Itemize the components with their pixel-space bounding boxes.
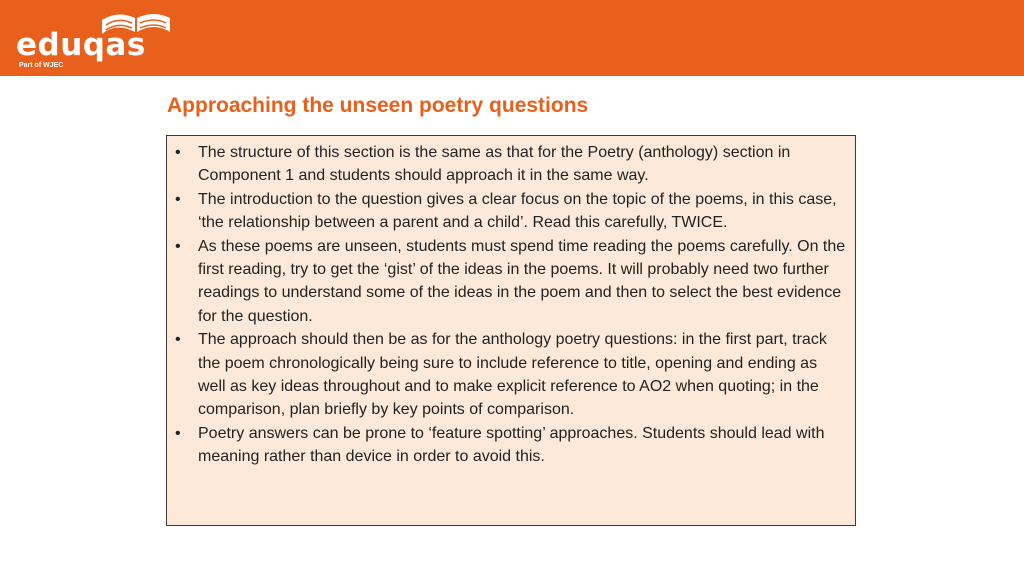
eduqas-logo[interactable] xyxy=(16,10,161,68)
bullet-icon: • xyxy=(175,144,181,161)
bullet-item xyxy=(173,141,849,188)
bullet-item xyxy=(173,235,849,329)
logo-wordmark: eduqas xyxy=(16,27,146,63)
bullet-item xyxy=(173,188,849,235)
content-box xyxy=(166,135,856,526)
bullet-text: As these poems are unseen, students must spend time reading the poems carefully. On the first reading, try to get the ‘gist’ of the ideas in the poems. It will probably need two further readings to understand some of the ideas in the poem and then to select the best evidence for the question. xyxy=(198,237,846,325)
bullet-text: Poetry answers can be prone to ‘feature spotting’ approaches. Students should lead with meaning rather than device in order to avoid this. xyxy=(198,424,825,466)
bullet-icon: • xyxy=(175,237,181,255)
bullet-icon: • xyxy=(175,190,181,208)
bullet-text: The introduction to the question gives a clear focus on the topic of the poems, in this case, ‘the relationship between a parent and a child’. Read this carefully, TWICE. xyxy=(198,190,837,232)
logo-tagline: Part of WJEC xyxy=(19,62,64,69)
bullet-item xyxy=(173,422,849,469)
bullet-icon: • xyxy=(175,331,181,349)
bullet-text: The structure of this section is the same as that for the Poetry (anthology) section in Component 1 and students should approach it in the same way. xyxy=(198,144,791,185)
header-bar xyxy=(0,0,1024,76)
bullet-item xyxy=(173,328,849,422)
bullet-text: The approach should then be as for the anthology poetry questions: in the first part, track the poem chronologically being sure to include reference to title, opening and ending as well as key ideas throughout and to make explicit reference to AO2 when quoting; in the comparison, plan briefly by key points of comparison. xyxy=(198,331,827,419)
bullet-icon: • xyxy=(175,424,181,442)
bullet-list xyxy=(167,136,855,469)
slide-title: Approaching the unseen poetry questions xyxy=(167,94,589,117)
